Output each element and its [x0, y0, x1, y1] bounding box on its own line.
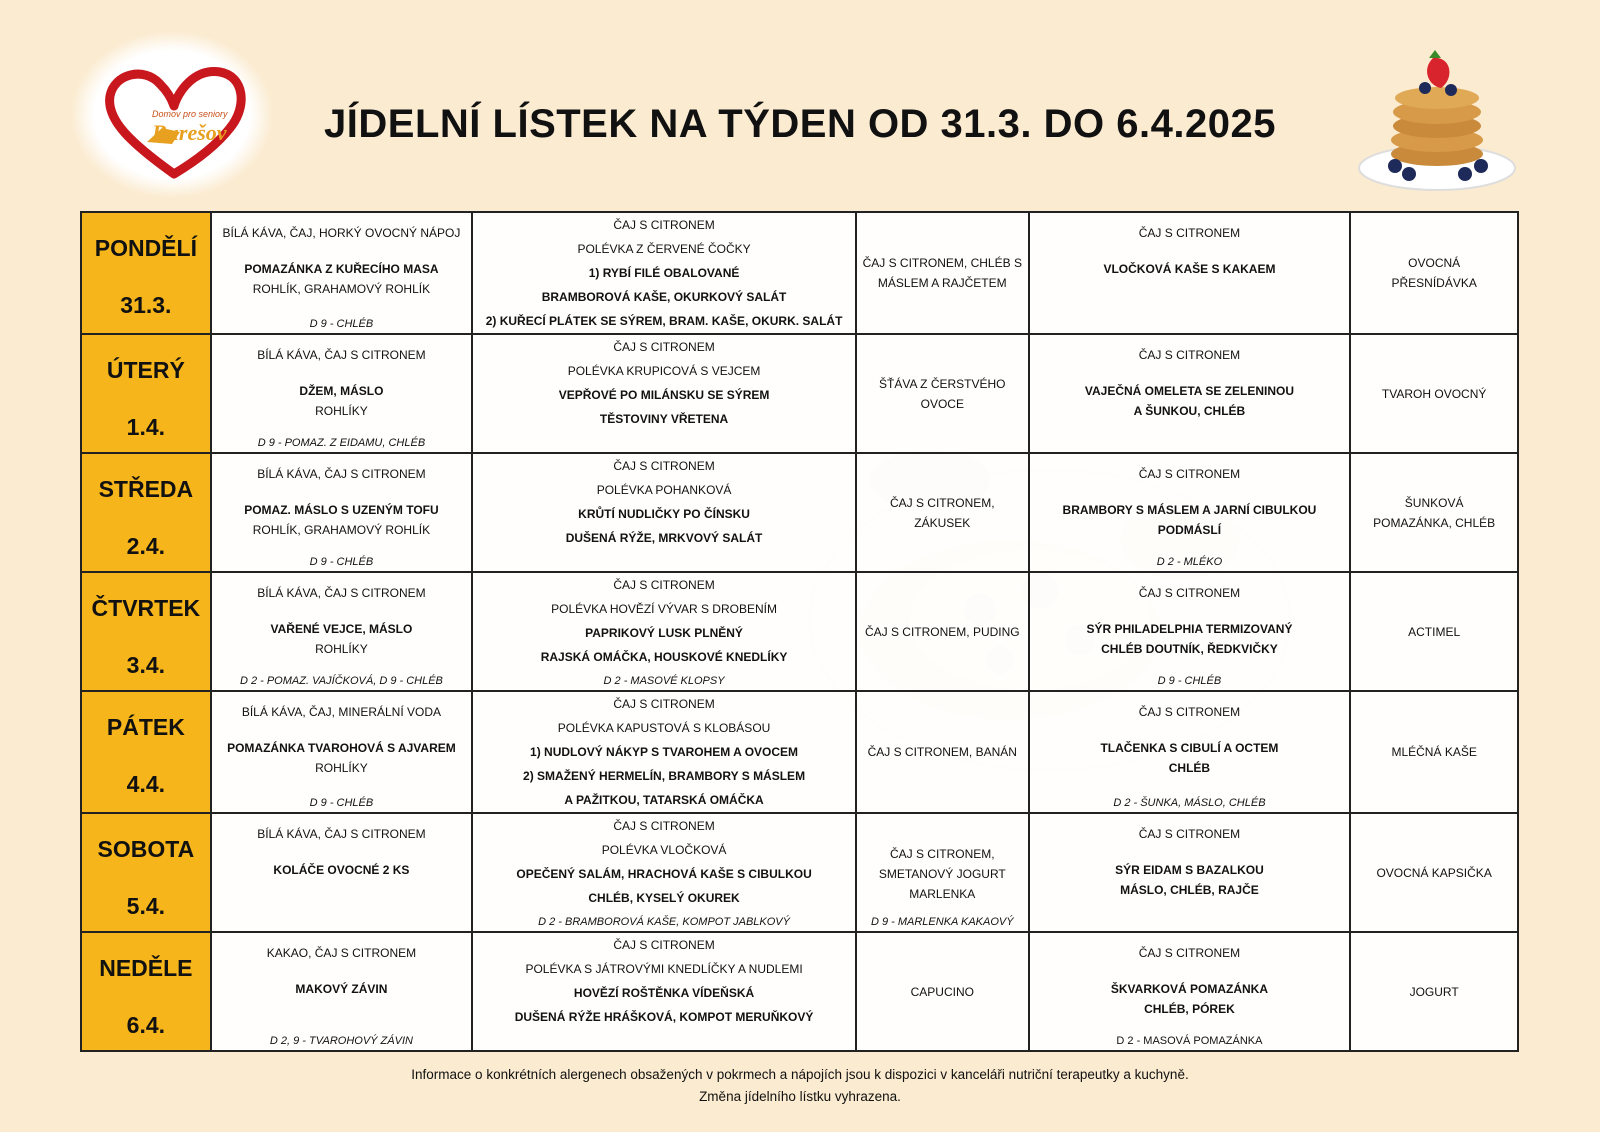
lunch-cell — [472, 453, 856, 572]
dinner-allergen: D 9 - CHLÉB — [1157, 675, 1222, 687]
snack-cell — [856, 932, 1029, 1051]
breakfast-main: KOLÁČE OVOCNÉ 2 KS — [273, 863, 410, 877]
breakfast-side: ROHLÍKY — [315, 761, 368, 775]
breakfast-drink: BÍLÁ KÁVA, ČAJ S CITRONEM — [257, 348, 426, 362]
dinner-main: VLOČKOVÁ KAŠE S KAKAEM — [1103, 262, 1276, 276]
snack-cell — [856, 572, 1029, 691]
dinner-cell — [1029, 212, 1351, 334]
lunch-cell — [472, 932, 856, 1051]
breakfast-cell — [211, 813, 472, 932]
snack-line: MÁSLEM A RAJČETEM — [877, 276, 1007, 290]
breakfast-main: VAŘENÉ VEJCE, MÁSLO — [270, 622, 413, 636]
dinner-main: SÝR EIDAM S BAZALKOU — [1115, 863, 1264, 877]
dinner-main: MÁSLO, CHLÉB, RAJČE — [1120, 883, 1259, 897]
dinner-cell — [1029, 334, 1351, 453]
lunch-drink: ČAJ S CITRONEM — [613, 697, 715, 711]
second-dinner-cell — [1350, 212, 1518, 334]
dinner-drink: ČAJ S CITRONEM — [1138, 946, 1241, 960]
day-name: STŘEDA — [98, 476, 194, 502]
lunch-cell — [472, 334, 856, 453]
day-cell — [81, 813, 211, 932]
second-dinner-line: ACTIMEL — [1408, 624, 1461, 639]
day-date: 1.4. — [126, 414, 166, 440]
breakfast-main: POMAZÁNKA Z KUŘECÍHO MASA — [244, 262, 439, 276]
snack-line: ČAJ S CITRONEM, PUDING — [864, 624, 1020, 639]
lunch-soup: POLÉVKA VLOČKOVÁ — [601, 843, 727, 857]
pancakes-icon — [1355, 38, 1520, 193]
lunch-soup: POLÉVKA KRUPICOVÁ S VEJCEM — [567, 364, 761, 378]
day-name: PÁTEK — [106, 714, 185, 740]
dinner-drink: ČAJ S CITRONEM — [1138, 586, 1241, 600]
dinner-cell — [1029, 691, 1351, 813]
second-dinner-line: OVOCNÁ — [1408, 256, 1461, 270]
day-cell — [81, 572, 211, 691]
dinner-main: ŠKVARKOVÁ POMAZÁNKA — [1110, 982, 1268, 996]
snack-allergen: D 9 - MARLENKA KAKAOVÝ — [870, 916, 1014, 928]
second-dinner-cell — [1350, 453, 1518, 572]
snack-cell — [856, 334, 1029, 453]
breakfast-allergen: D 2, 9 - TVAROHOVÝ ZÁVIN — [269, 1035, 413, 1047]
dinner-cell — [1029, 572, 1351, 691]
second-dinner-cell — [1350, 813, 1518, 932]
breakfast-main: DŽEM, MÁSLO — [299, 384, 384, 398]
second-dinner-cell — [1350, 932, 1518, 1051]
dinner-cell — [1029, 453, 1351, 572]
breakfast-cell — [211, 691, 472, 813]
dinner-cell — [1029, 813, 1351, 932]
snack-line: ČAJ S CITRONEM, ZÁKUSEK — [889, 495, 995, 530]
lunch-main: 2) SMAŽENÝ HERMELÍN, BRAMBORY S MÁSLEM — [523, 769, 806, 783]
lunch-soup: POLÉVKA HOVĚZÍ VÝVAR S DROBENÍM — [551, 602, 777, 616]
breakfast-side: ROHLÍK, GRAHAMOVÝ ROHLÍK — [252, 282, 431, 296]
dinner-main: VAJEČNÁ OMELETA SE ZELENINOU — [1084, 384, 1295, 398]
breakfast-allergen: D 9 - CHLÉB — [309, 797, 374, 809]
day-date: 4.4. — [126, 771, 166, 797]
day-cell — [81, 212, 211, 334]
breakfast-allergen: D 9 - POMAZ. Z EIDAMU, CHLÉB — [257, 437, 426, 449]
lunch-soup: POLÉVKA Z ČERVENÉ ČOČKY — [577, 242, 751, 256]
lunch-drink: ČAJ S CITRONEM — [613, 578, 715, 592]
day-cell — [81, 932, 211, 1051]
lunch-drink: ČAJ S CITRONEM — [613, 340, 715, 354]
table-row — [81, 453, 1518, 572]
dinner-main: TLAČENKA S CIBULÍ A OCTEM — [1100, 741, 1279, 755]
breakfast-drink: KAKAO, ČAJ S CITRONEM — [266, 946, 417, 960]
dinner-main: CHLÉB, PÓREK — [1144, 1002, 1235, 1016]
second-dinner-line: JOGURT — [1409, 984, 1459, 999]
dinner-drink: ČAJ S CITRONEM — [1138, 226, 1241, 240]
breakfast-drink: BÍLÁ KÁVA, ČAJ S CITRONEM — [257, 467, 426, 481]
dinner-drink: ČAJ S CITRONEM — [1138, 348, 1241, 362]
lunch-main: HOVĚZÍ ROŠTĚNKA VÍDEŇSKÁ — [573, 986, 755, 1000]
day-cell — [81, 334, 211, 453]
second-dinner-cell — [1350, 572, 1518, 691]
lunch-cell — [472, 691, 856, 813]
second-dinner-line: TVAROH OVOCNÝ — [1381, 386, 1487, 401]
lunch-main: BRAMBOROVÁ KAŠE, OKURKOVÝ SALÁT — [541, 290, 787, 304]
lunch-cell — [472, 572, 856, 691]
second-dinner-line: MLÉČNÁ KAŠE — [1391, 745, 1477, 759]
table-row — [81, 212, 1518, 334]
second-dinner-line: POMAZÁNKA, CHLÉB — [1373, 515, 1496, 530]
snack-cell — [856, 453, 1029, 572]
dinner-drink: ČAJ S CITRONEM — [1138, 467, 1241, 481]
breakfast-allergen: D 9 - CHLÉB — [309, 318, 374, 330]
dinner-main: A ŠUNKOU, CHLÉB — [1133, 404, 1246, 418]
snack-line: OVOCE — [920, 396, 964, 411]
lunch-drink: ČAJ S CITRONEM — [613, 819, 715, 833]
breakfast-cell — [211, 453, 472, 572]
snack-line: MARLENKA — [909, 887, 976, 901]
breakfast-cell — [211, 932, 472, 1051]
snack-line: ČAJ S CITRONEM, — [889, 847, 995, 861]
day-name: NEDĚLE — [99, 955, 193, 981]
menu-table — [80, 211, 1519, 1052]
lunch-drink: ČAJ S CITRONEM — [613, 459, 715, 473]
dinner-allergen: D 2 - MLÉKO — [1156, 556, 1223, 568]
lunch-main: VEPŘOVÉ PO MILÁNSKU SE SÝREM — [558, 388, 770, 402]
dinner-main: PODMÁSLÍ — [1157, 523, 1222, 537]
lunch-allergen: D 2 - BRAMBOROVÁ KAŠE, KOMPOT JABLKOVÝ — [538, 916, 790, 928]
snack-line: ČAJ S CITRONEM, CHLÉB S — [862, 256, 1022, 270]
breakfast-drink: BÍLÁ KÁVA, ČAJ, MINERÁLNÍ VODA — [241, 705, 442, 719]
lunch-main: CHLÉB, KYSELÝ OKUREK — [588, 891, 740, 905]
snack-line: SMETANOVÝ JOGURT — [878, 867, 1006, 881]
breakfast-drink: BÍLÁ KÁVA, ČAJ S CITRONEM — [257, 827, 426, 841]
breakfast-cell — [211, 212, 472, 334]
breakfast-side: ROHLÍKY — [315, 404, 368, 418]
lunch-allergen: D 2 - MASOVÉ KLOPSY — [603, 675, 725, 687]
breakfast-allergen: D 2 - POMAZ. VAJÍČKOVÁ, D 9 - CHLÉB — [239, 675, 443, 687]
logo-name: Burešov — [152, 120, 227, 145]
breakfast-allergen: D 9 - CHLÉB — [309, 556, 374, 568]
second-dinner-line: PŘESNÍDÁVKA — [1391, 276, 1477, 290]
day-date: 3.4. — [126, 652, 166, 678]
lunch-main: RAJSKÁ OMÁČKA, HOUSKOVÉ KNEDLÍKY — [540, 650, 788, 664]
dinner-cell — [1029, 932, 1351, 1051]
day-name: PONDĚLÍ — [94, 235, 197, 261]
breakfast-drink: BÍLÁ KÁVA, ČAJ, HORKÝ OVOCNÝ NÁPOJ — [222, 226, 461, 240]
lunch-main: TĚSTOVINY VŘETENA — [599, 412, 729, 426]
dinner-allergen: D 2 - MASOVÁ POMAZÁNKA — [1116, 1035, 1263, 1047]
breakfast-side: ROHLÍK, GRAHAMOVÝ ROHLÍK — [252, 523, 431, 537]
breakfast-main: POMAZÁNKA TVAROHOVÁ S AJVAREM — [227, 741, 456, 755]
allergen-note: Informace o konkrétních alergenech obsažených v pokrmech a nápojích jsou k dispozici v kanceláři nutriční terapeutky a kuchyně. — [411, 1067, 1189, 1082]
day-date: 31.3. — [120, 292, 172, 318]
day-cell — [81, 691, 211, 813]
day-cell — [81, 453, 211, 572]
day-name: ÚTERÝ — [106, 357, 185, 383]
breakfast-cell — [211, 334, 472, 453]
day-name: SOBOTA — [97, 836, 195, 862]
second-dinner-cell — [1350, 691, 1518, 813]
lunch-drink: ČAJ S CITRONEM — [613, 938, 715, 952]
lunch-soup: POLÉVKA KAPUSTOVÁ S KLOBÁSOU — [557, 721, 771, 735]
dinner-main: SÝR PHILADELPHIA TERMIZOVANÝ — [1086, 622, 1293, 636]
dinner-allergen: D 2 - ŠUNKA, MÁSLO, CHLÉB — [1113, 797, 1266, 809]
lunch-soup: POLÉVKA S JÁTROVÝMI KNEDLÍČKY A NUDLEMI — [525, 962, 803, 976]
page-title: JÍDELNÍ LÍSTEK NA TÝDEN OD 31.3. DO 6.4.2025 — [324, 102, 1276, 146]
second-dinner-line: OVOCNÁ KAPSIČKA — [1376, 865, 1492, 880]
dinner-main: CHLÉB — [1168, 761, 1211, 775]
lunch-main: KRŮTÍ NUDLIČKY PO ČÍNSKU — [578, 507, 750, 521]
lunch-main: DUŠENÁ RÝŽE HRÁŠKOVÁ, KOMPOT MERUŇKOVÝ — [514, 1010, 814, 1024]
day-name: ČTVRTEK — [91, 595, 201, 621]
lunch-cell — [472, 212, 856, 334]
lunch-drink: ČAJ S CITRONEM — [613, 218, 715, 232]
breakfast-main: POMAZ. MÁSLO S UZENÝM TOFU — [244, 503, 439, 517]
table-row — [81, 334, 1518, 453]
lunch-main: 2) KUŘECÍ PLÁTEK SE SÝREM, BRAM. KAŠE, OKURK. SALÁT — [485, 314, 843, 328]
dinner-drink: ČAJ S CITRONEM — [1138, 827, 1241, 841]
lunch-main: PAPRIKOVÝ LUSK PLNĚNÝ — [585, 626, 743, 640]
second-dinner-line: ŠUNKOVÁ — [1404, 495, 1464, 510]
lunch-soup: POLÉVKA POHANKOVÁ — [596, 483, 732, 497]
snack-line: ČAJ S CITRONEM, BANÁN — [867, 745, 1017, 759]
footer — [0, 1064, 1600, 1108]
lunch-main: OPEČENÝ SALÁM, HRACHOVÁ KAŠE S CIBULKOU — [516, 867, 812, 881]
day-date: 5.4. — [126, 893, 166, 919]
dinner-drink: ČAJ S CITRONEM — [1138, 705, 1241, 719]
logo-subtitle: Domov pro seniory — [152, 109, 228, 119]
snack-cell — [856, 813, 1029, 932]
table-row — [81, 813, 1518, 932]
breakfast-main: MAKOVÝ ZÁVIN — [295, 982, 388, 996]
day-date: 6.4. — [126, 1012, 166, 1038]
lunch-main: 1) RYBÍ FILÉ OBALOVANÉ — [588, 266, 740, 280]
snack-cell — [856, 691, 1029, 813]
breakfast-side: ROHLÍKY — [315, 642, 368, 656]
lunch-main: A PAŽITKOU, TATARSKÁ OMÁČKA — [564, 793, 764, 807]
dinner-main: CHLÉB DOUTNÍK, ŘEDKVIČKY — [1101, 642, 1278, 656]
lunch-main: DUŠENÁ RÝŽE, MRKVOVÝ SALÁT — [565, 531, 763, 545]
change-note: Změna jídelního lístku vyhrazena. — [699, 1089, 901, 1104]
snack-line: CAPUCINO — [910, 984, 974, 999]
breakfast-cell — [211, 572, 472, 691]
table-row — [81, 691, 1518, 813]
table-row — [81, 572, 1518, 691]
breakfast-drink: BÍLÁ KÁVA, ČAJ S CITRONEM — [257, 586, 426, 600]
snack-cell — [856, 212, 1029, 334]
second-dinner-cell — [1350, 334, 1518, 453]
dinner-main: BRAMBORY S MÁSLEM A JARNÍ CIBULKOU — [1062, 503, 1317, 517]
lunch-main: 1) NUDLOVÝ NÁKYP S TVAROHEM A OVOCEM — [530, 745, 799, 759]
day-date: 2.4. — [126, 533, 166, 559]
snack-line: ŠŤÁVA Z ČERSTVÉHO — [879, 376, 1006, 391]
table-row — [81, 932, 1518, 1051]
lunch-cell — [472, 813, 856, 932]
